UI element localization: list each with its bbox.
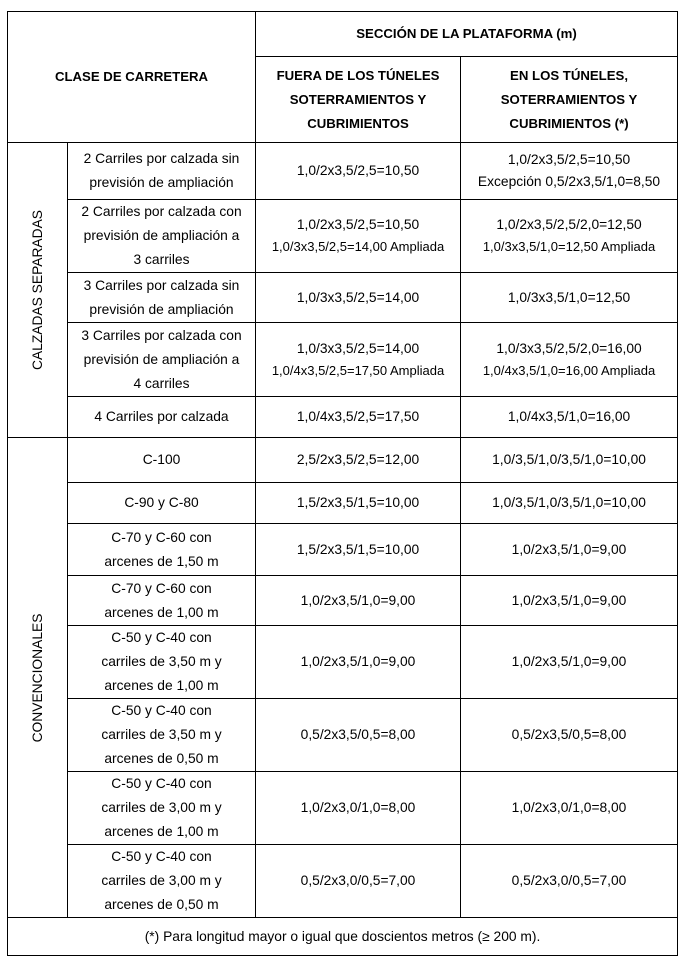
cell-line: 1,0/2x3,5/2,5/2,0=12,50 bbox=[496, 217, 642, 232]
cell-line: 1,0/3x3,5/2,5=14,00 bbox=[296, 340, 420, 356]
outside-tunnel-value bbox=[256, 524, 461, 576]
table-row bbox=[8, 772, 678, 845]
outside-tunnel-value bbox=[256, 200, 461, 273]
cell-line: 2 Carriles por calzada sin bbox=[83, 151, 240, 166]
cell-line: 4 carriles bbox=[133, 375, 190, 391]
in-tunnel-value bbox=[461, 200, 678, 273]
table-row bbox=[8, 200, 678, 273]
cell-line: previsión de ampliación a bbox=[83, 228, 240, 243]
outside-tunnel-value bbox=[256, 483, 461, 524]
cell-line: 3 carriles bbox=[133, 252, 190, 267]
road-type-cell bbox=[68, 143, 256, 200]
road-type-cell bbox=[68, 397, 256, 438]
cell-line: 0,5/2x3,0/0,5=7,00 bbox=[300, 873, 416, 888]
road-type-cell bbox=[68, 483, 256, 524]
cell-line: C-50 y C-40 con bbox=[111, 849, 212, 864]
table-row bbox=[8, 845, 678, 918]
cell-line: arcenes de 1,00 m bbox=[104, 604, 219, 620]
cell-line: 0,5/2x3,5/0,5=8,00 bbox=[300, 727, 416, 742]
road-type-cell bbox=[68, 626, 256, 699]
group-label: CONVENCIONALES bbox=[29, 613, 45, 742]
cell-line: 1,0/2x3,5/1,0=9,00 bbox=[300, 592, 416, 608]
cell-line: C-70 y C-60 con bbox=[111, 529, 212, 545]
cell-line: 1,5/2x3,5/1,5=10,00 bbox=[296, 541, 420, 557]
table-row bbox=[8, 397, 678, 438]
cell-line: 1,0/2x3,0/1,0=8,00 bbox=[511, 800, 627, 815]
in-tunnel-value bbox=[461, 524, 678, 576]
cell-line: C-70 y C-60 con bbox=[111, 580, 212, 596]
group-convencionales bbox=[8, 438, 68, 918]
outside-tunnels-header bbox=[256, 57, 461, 143]
cell-line: arcenes de 1,00 m bbox=[104, 678, 219, 693]
cell-line: carriles de 3,00 m y bbox=[101, 800, 222, 815]
cell-line: 1,5/2x3,5/1,5=10,00 bbox=[296, 495, 420, 510]
road-type-cell bbox=[68, 438, 256, 483]
in-tunnel-value bbox=[461, 143, 678, 200]
group-calzadas-separadas bbox=[8, 143, 68, 438]
in-tunnel-value bbox=[461, 845, 678, 918]
cell-line: 1,0/4x3,5/2,5=17,50 Ampliada bbox=[271, 362, 445, 378]
table-row bbox=[8, 699, 678, 772]
cell-line: 1,0/3,5/1,0/3,5/1,0=10,00 bbox=[492, 495, 646, 510]
header-line: CUBRIMIENTOS bbox=[307, 115, 409, 131]
header-line: SOTERRAMIENTOS Y bbox=[500, 91, 638, 107]
platform-section-table bbox=[7, 11, 678, 956]
table-row bbox=[8, 524, 678, 576]
cell-line: carriles de 3,00 m y bbox=[101, 873, 222, 888]
table-row bbox=[8, 143, 678, 200]
cell-line: 1,0/3x3,5/2,5=14,00 bbox=[296, 289, 420, 305]
class-header: CLASE DE CARRETERA bbox=[8, 12, 256, 143]
cell-line: 3 Carriles por calzada sin bbox=[83, 277, 240, 293]
cell-line: carriles de 3,50 m y bbox=[101, 727, 222, 742]
table-row bbox=[8, 483, 678, 524]
in-tunnel-value bbox=[461, 397, 678, 438]
road-type-cell bbox=[68, 200, 256, 273]
cell-line: 0,5/2x3,5/0,5=8,00 bbox=[511, 727, 627, 742]
cell-line: C-50 y C-40 con bbox=[111, 630, 212, 645]
cell-line: arcenes de 1,00 m bbox=[104, 824, 219, 839]
table-body bbox=[8, 143, 678, 918]
road-type-cell bbox=[68, 524, 256, 576]
cell-line: 1,0/2x3,5/1,0=9,00 bbox=[511, 654, 627, 669]
cell-line: previsión de ampliación bbox=[89, 301, 234, 317]
cell-line: 1,0/3,5/1,0/3,5/1,0=10,00 bbox=[492, 452, 646, 467]
cell-line: 1,0/3x3,5/2,5=14,00 Ampliada bbox=[271, 239, 445, 254]
outside-tunnel-value bbox=[256, 323, 461, 397]
cell-line: Excepción 0,5/2x3,5/1,0=8,50 bbox=[477, 174, 661, 189]
in-tunnel-value bbox=[461, 323, 678, 397]
outside-tunnel-value bbox=[256, 772, 461, 845]
in-tunnel-value bbox=[461, 273, 678, 323]
header-line: EN LOS TÚNELES, bbox=[510, 67, 628, 83]
road-type-cell bbox=[68, 699, 256, 772]
outside-tunnel-value bbox=[256, 397, 461, 438]
road-type-cell bbox=[68, 772, 256, 845]
table-row bbox=[8, 576, 678, 626]
cell-line: 1,0/3x3,5/2,5/2,0=16,00 bbox=[496, 340, 642, 356]
road-type-cell bbox=[68, 576, 256, 626]
in-tunnel-value bbox=[461, 483, 678, 524]
cell-line: previsión de ampliación bbox=[89, 175, 234, 190]
table-row bbox=[8, 273, 678, 323]
header-line: CUBRIMIENTOS (*) bbox=[509, 115, 629, 131]
cell-line: arcenes de 0,50 m bbox=[104, 751, 219, 766]
road-type-cell bbox=[68, 273, 256, 323]
cell-line: C-50 y C-40 con bbox=[111, 703, 212, 718]
in-tunnel-value bbox=[461, 772, 678, 845]
outside-tunnel-value bbox=[256, 438, 461, 483]
outside-tunnel-value bbox=[256, 626, 461, 699]
cell-line: 1,0/2x3,5/1,0=9,00 bbox=[511, 541, 627, 557]
cell-line: 3 Carriles por calzada con bbox=[81, 327, 242, 343]
table-row bbox=[8, 323, 678, 397]
cell-line: 1,0/2x3,5/2,5=10,50 bbox=[296, 217, 420, 232]
group-label: CALZADAS SEPARADAS bbox=[29, 210, 45, 370]
cell-line: arcenes de 1,50 m bbox=[104, 553, 219, 569]
cell-line: 1,0/3x3,5/1,0=12,50 bbox=[507, 289, 631, 305]
cell-line: 1,0/2x3,5/1,0=9,00 bbox=[300, 654, 416, 669]
header-line: SOTERRAMIENTOS Y bbox=[289, 91, 427, 107]
cell-line: C-100 bbox=[142, 452, 181, 467]
outside-tunnel-value bbox=[256, 699, 461, 772]
road-type-cell bbox=[68, 323, 256, 397]
cell-line: 1,0/4x3,5/1,0=16,00 bbox=[507, 409, 631, 424]
cell-line: arcenes de 0,50 m bbox=[104, 897, 219, 912]
cell-line: 1,0/2x3,0/1,0=8,00 bbox=[300, 800, 416, 815]
in-tunnels-header bbox=[461, 57, 678, 143]
cell-line: carriles de 3,50 m y bbox=[101, 654, 222, 669]
cell-line: 1,0/2x3,5/2,5=10,50 bbox=[296, 163, 420, 178]
cell-line: 1,0/2x3,5/1,0=9,00 bbox=[511, 592, 627, 608]
in-tunnel-value bbox=[461, 576, 678, 626]
in-tunnel-value bbox=[461, 438, 678, 483]
cell-line: 1,0/2x3,5/2,5=10,50 bbox=[507, 152, 631, 167]
cell-line: 1,0/3x3,5/1,0=12,50 Ampliada bbox=[482, 239, 656, 254]
road-type-cell bbox=[68, 845, 256, 918]
cell-line: C-90 y C-80 bbox=[124, 495, 199, 510]
cell-line: 1,0/4x3,5/1,0=16,00 Ampliada bbox=[482, 362, 656, 378]
cell-line: C-50 y C-40 con bbox=[111, 776, 212, 791]
outside-tunnel-value bbox=[256, 273, 461, 323]
header-line: FUERA DE LOS TÚNELES bbox=[276, 67, 440, 83]
cell-line: previsión de ampliación a bbox=[83, 351, 240, 367]
cell-line: 2,5/2x3,5/2,5=12,00 bbox=[296, 452, 420, 467]
cell-line: 4 Carriles por calzada bbox=[94, 409, 229, 424]
cell-line: 1,0/4x3,5/2,5=17,50 bbox=[296, 409, 420, 424]
in-tunnel-value bbox=[461, 699, 678, 772]
outside-tunnel-value bbox=[256, 143, 461, 200]
outside-tunnel-value bbox=[256, 576, 461, 626]
table-row bbox=[8, 626, 678, 699]
table-row bbox=[8, 438, 678, 483]
cell-line: 2 Carriles por calzada con bbox=[81, 204, 242, 219]
footnote: (*) Para longitud mayor o igual que doscientos metros (≥ 200 m). bbox=[8, 918, 678, 956]
section-header: SECCIÓN DE LA PLATAFORMA (m) bbox=[256, 12, 678, 57]
cell-line: 0,5/2x3,0/0,5=7,00 bbox=[511, 873, 627, 888]
in-tunnel-value bbox=[461, 626, 678, 699]
outside-tunnel-value bbox=[256, 845, 461, 918]
